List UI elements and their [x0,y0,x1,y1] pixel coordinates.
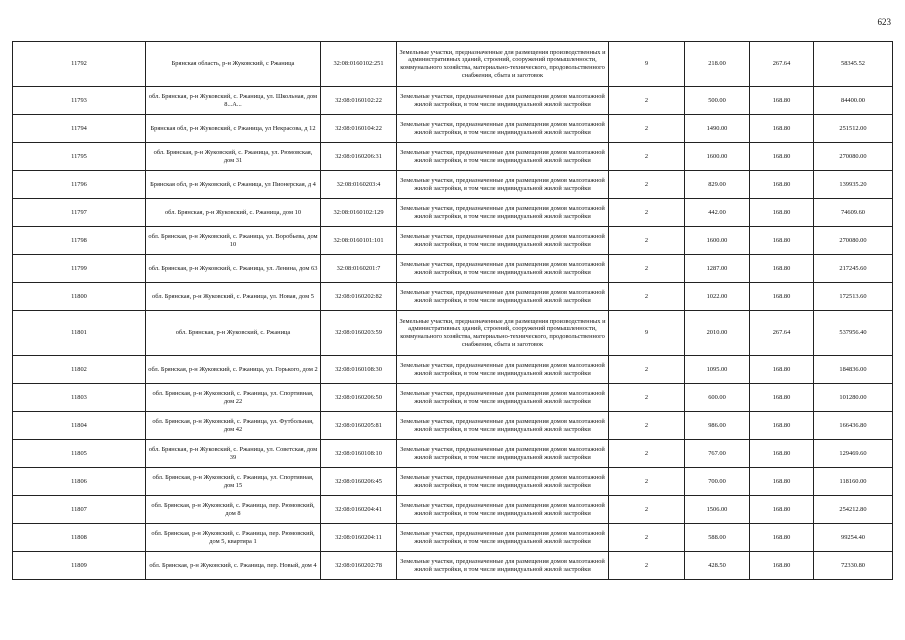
cadastral-number-cell: 32:08:0160206:45 [321,468,397,496]
cadastral-value-cell: 217245.60 [814,255,893,283]
cadastral-number-cell: 32:08:0160205:81 [321,412,397,440]
land-use-category-cell: Земельные участки, предназначенные для размещения домов малоэтажной жилой застройки, в том числе индивидуальной жилой застройки [397,255,609,283]
address-cell: обл. Брянская, р-н Жуковский, с. Ржаница, ул. Ленина, дом 63 [146,255,321,283]
specific-value-cell: 168.80 [750,171,814,199]
land-use-category-cell: Земельные участки, предназначенные для размещения производственных и административных зданий, строений, сооружений промышленности, коммунального хозяйства, материально-технического, продовольственного снабжения, сбыта и заготовок [397,42,609,87]
land-use-category-cell: Земельные участки, предназначенные для размещения домов малоэтажной жилой застройки, в том числе индивидуальной жилой застройки [397,143,609,171]
cadastral-value-cell: 251512.00 [814,115,893,143]
address-cell: Брянская область, р-н Жуковский, с Ржаница [146,42,321,87]
area-cell: 442.00 [685,199,750,227]
cadastral-value-cell: 270080.00 [814,143,893,171]
cadastral-value-cell: 74609.60 [814,199,893,227]
cadastral-value-cell: 101280.00 [814,384,893,412]
cadastral-value-table [12,41,893,580]
cadastral-value-cell: 537956.40 [814,311,893,356]
group-cell: 2 [609,552,685,580]
land-use-category-cell: Земельные участки, предназначенные для размещения домов малоэтажной жилой застройки, в том числе индивидуальной жилой застройки [397,384,609,412]
row-number: 11793 [13,87,146,115]
specific-value-cell: 168.80 [750,199,814,227]
row-number: 11809 [13,552,146,580]
group-cell: 2 [609,87,685,115]
address-cell: обл. Брянская, р-н Жуковский, с. Ржаница, ул. Спортивная, дом 22 [146,384,321,412]
address-cell: обл. Брянская, р-н Жуковский, с. Ржаница, ул. Спортивная, дом 15 [146,468,321,496]
table-body [13,42,893,580]
cadastral-number-cell: 32:08:0160104:22 [321,115,397,143]
land-use-category-cell: Земельные участки, предназначенные для размещения производственных и административных зданий, строений, сооружений промышленности, коммунального хозяйства, материально-технического, продовольственного снабжения, сбыта и заготовок [397,311,609,356]
row-number: 11804 [13,412,146,440]
cadastral-number-cell: 32:08:0160201:7 [321,255,397,283]
table-row [13,468,893,496]
page-number: 623 [877,17,891,27]
group-cell: 2 [609,255,685,283]
area-cell: 600.00 [685,384,750,412]
address-cell: обл. Брянская, р-н Жуковский, с. Ржаница, пер. Рюмовский, дом 5, квартира 1 [146,524,321,552]
area-cell: 1600.00 [685,227,750,255]
area-cell: 1506.00 [685,496,750,524]
cadastral-number-cell: 32:08:0160101:101 [321,227,397,255]
specific-value-cell: 168.80 [750,283,814,311]
cadastral-number-cell: 32:08:0160102:251 [321,42,397,87]
cadastral-value-cell: 184836.00 [814,356,893,384]
row-number: 11795 [13,143,146,171]
table-row [13,384,893,412]
address-cell: обл. Брянская, р-н Жуковский, с. Ржаница [146,311,321,356]
area-cell: 1600.00 [685,143,750,171]
land-use-category-cell: Земельные участки, предназначенные для размещения домов малоэтажной жилой застройки, в том числе индивидуальной жилой застройки [397,412,609,440]
address-cell: Брянская обл, р-н Жуковский, с Ржаница, ул Некрасова, д 12 [146,115,321,143]
row-number: 11805 [13,440,146,468]
row-number: 11799 [13,255,146,283]
cadastral-value-cell: 84400.00 [814,87,893,115]
cadastral-number-cell: 32:08:0160206:50 [321,384,397,412]
table-row [13,227,893,255]
address-cell: обл. Брянская, р-н Жуковский, с. Ржаница, пер. Новый, дом 4 [146,552,321,580]
row-number: 11796 [13,171,146,199]
table-row [13,87,893,115]
cadastral-value-cell: 58345.52 [814,42,893,87]
row-number: 11808 [13,524,146,552]
group-cell: 2 [609,496,685,524]
address-cell: обл. Брянская, р-н Жуковский, с. Ржаница, ул. Новая, дом 5 [146,283,321,311]
group-cell: 2 [609,227,685,255]
row-number: 11806 [13,468,146,496]
group-cell: 2 [609,143,685,171]
row-number: 11803 [13,384,146,412]
cadastral-number-cell: 32:08:0160203:4 [321,171,397,199]
cadastral-number-cell: 32:08:0160204:11 [321,524,397,552]
cadastral-value-cell: 270080.00 [814,227,893,255]
land-use-category-cell: Земельные участки, предназначенные для размещения домов малоэтажной жилой застройки, в том числе индивидуальной жилой застройки [397,524,609,552]
land-use-category-cell: Земельные участки, предназначенные для размещения домов малоэтажной жилой застройки, в том числе индивидуальной жилой застройки [397,283,609,311]
specific-value-cell: 168.80 [750,227,814,255]
area-cell: 2010.00 [685,311,750,356]
cadastral-number-cell: 32:08:0160206:31 [321,143,397,171]
specific-value-cell: 168.80 [750,524,814,552]
row-number: 11797 [13,199,146,227]
land-use-category-cell: Земельные участки, предназначенные для размещения домов малоэтажной жилой застройки, в том числе индивидуальной жилой застройки [397,496,609,524]
area-cell: 1022.00 [685,283,750,311]
address-cell: обл. Брянская, р-н Жуковский, с. Ржаница, ул. Рюмовская, дом 31 [146,143,321,171]
address-cell: обл. Брянская, р-н Жуковский, с. Ржаница, дом 10 [146,199,321,227]
land-use-category-cell: Земельные участки, предназначенные для размещения домов малоэтажной жилой застройки, в том числе индивидуальной жилой застройки [397,87,609,115]
address-cell: обл. Брянская, р-н Жуковский, с. Ржаница, пер. Рюмовский, дом 8 [146,496,321,524]
area-cell: 767.00 [685,440,750,468]
table-row [13,143,893,171]
cadastral-number-cell: 32:08:0160108:10 [321,440,397,468]
cadastral-value-cell: 139935.20 [814,171,893,199]
land-use-category-cell: Земельные участки, предназначенные для размещения домов малоэтажной жилой застройки, в том числе индивидуальной жилой застройки [397,199,609,227]
row-number: 11798 [13,227,146,255]
area-cell: 700.00 [685,468,750,496]
specific-value-cell: 168.80 [750,87,814,115]
table-row [13,412,893,440]
group-cell: 9 [609,311,685,356]
specific-value-cell: 168.80 [750,143,814,171]
specific-value-cell: 168.80 [750,356,814,384]
cadastral-number-cell: 32:08:0160203:59 [321,311,397,356]
specific-value-cell: 168.80 [750,440,814,468]
cadastral-value-cell: 166436.80 [814,412,893,440]
cadastral-value-cell: 254212.80 [814,496,893,524]
area-cell: 1095.00 [685,356,750,384]
specific-value-cell: 168.80 [750,255,814,283]
row-number: 11794 [13,115,146,143]
area-cell: 588.00 [685,524,750,552]
table-row [13,283,893,311]
area-cell: 218.00 [685,42,750,87]
group-cell: 2 [609,384,685,412]
cadastral-value-cell: 129469.60 [814,440,893,468]
table-row [13,171,893,199]
specific-value-cell: 168.80 [750,412,814,440]
address-cell: обл. Брянская, р-н Жуковский, с. Ржаница, ул. Школьная, дом 8...А... [146,87,321,115]
cadastral-number-cell: 32:08:0160204:41 [321,496,397,524]
cadastral-number-cell: 32:08:0160202:78 [321,552,397,580]
area-cell: 428.50 [685,552,750,580]
group-cell: 2 [609,199,685,227]
land-use-category-cell: Земельные участки, предназначенные для размещения домов малоэтажной жилой застройки, в том числе индивидуальной жилой застройки [397,440,609,468]
address-cell: обл. Брянская, р-н Жуковский, с. Ржаница, ул. Советская, дом 39 [146,440,321,468]
table-row [13,440,893,468]
group-cell: 2 [609,440,685,468]
group-cell: 2 [609,412,685,440]
table-row [13,524,893,552]
cadastral-number-cell: 32:08:0160102:22 [321,87,397,115]
cadastral-number-cell: 32:08:0160202:82 [321,283,397,311]
land-use-category-cell: Земельные участки, предназначенные для размещения домов малоэтажной жилой застройки, в том числе индивидуальной жилой застройки [397,356,609,384]
land-use-category-cell: Земельные участки, предназначенные для размещения домов малоэтажной жилой застройки, в том числе индивидуальной жилой застройки [397,171,609,199]
land-use-category-cell: Земельные участки, предназначенные для размещения домов малоэтажной жилой застройки, в том числе индивидуальной жилой застройки [397,552,609,580]
cadastral-value-cell: 72330.80 [814,552,893,580]
group-cell: 2 [609,524,685,552]
row-number: 11801 [13,311,146,356]
specific-value-cell: 267.64 [750,311,814,356]
address-cell: Брянская обл, р-н Жуковский, с Ржаница, ул Пионерская, д 4 [146,171,321,199]
cadastral-number-cell: 32:08:0160108:30 [321,356,397,384]
table-row [13,356,893,384]
specific-value-cell: 168.80 [750,115,814,143]
address-cell: обл. Брянская, р-н Жуковский, с. Ржаница, ул. Горького, дом 2 [146,356,321,384]
row-number: 11792 [13,42,146,87]
specific-value-cell: 168.80 [750,384,814,412]
row-number: 11807 [13,496,146,524]
address-cell: обл. Брянская, р-н Жуковский, с. Ржаница, ул. Футбольная, дом 42 [146,412,321,440]
cadastral-value-cell: 118160.00 [814,468,893,496]
group-cell: 2 [609,356,685,384]
table-row [13,496,893,524]
table-row [13,255,893,283]
specific-value-cell: 168.80 [750,552,814,580]
area-cell: 1490.00 [685,115,750,143]
group-cell: 2 [609,171,685,199]
group-cell: 2 [609,115,685,143]
area-cell: 829.00 [685,171,750,199]
land-use-category-cell: Земельные участки, предназначенные для размещения домов малоэтажной жилой застройки, в том числе индивидуальной жилой застройки [397,115,609,143]
row-number: 11800 [13,283,146,311]
cadastral-value-cell: 99254.40 [814,524,893,552]
table-row [13,199,893,227]
land-use-category-cell: Земельные участки, предназначенные для размещения домов малоэтажной жилой застройки, в том числе индивидуальной жилой застройки [397,227,609,255]
table-row [13,552,893,580]
group-cell: 9 [609,42,685,87]
address-cell: обл. Брянская, р-н Жуковский, с. Ржаница, ул. Воробьева, дом 10 [146,227,321,255]
cadastral-value-cell: 172513.60 [814,283,893,311]
specific-value-cell: 168.80 [750,496,814,524]
group-cell: 2 [609,468,685,496]
cadastral-number-cell: 32:08:0160102:129 [321,199,397,227]
table-row [13,42,893,87]
specific-value-cell: 168.80 [750,468,814,496]
table-row [13,311,893,356]
specific-value-cell: 267.64 [750,42,814,87]
row-number: 11802 [13,356,146,384]
area-cell: 986.00 [685,412,750,440]
area-cell: 1287.00 [685,255,750,283]
table-row [13,115,893,143]
land-use-category-cell: Земельные участки, предназначенные для размещения домов малоэтажной жилой застройки, в том числе индивидуальной жилой застройки [397,468,609,496]
group-cell: 2 [609,283,685,311]
area-cell: 500.00 [685,87,750,115]
